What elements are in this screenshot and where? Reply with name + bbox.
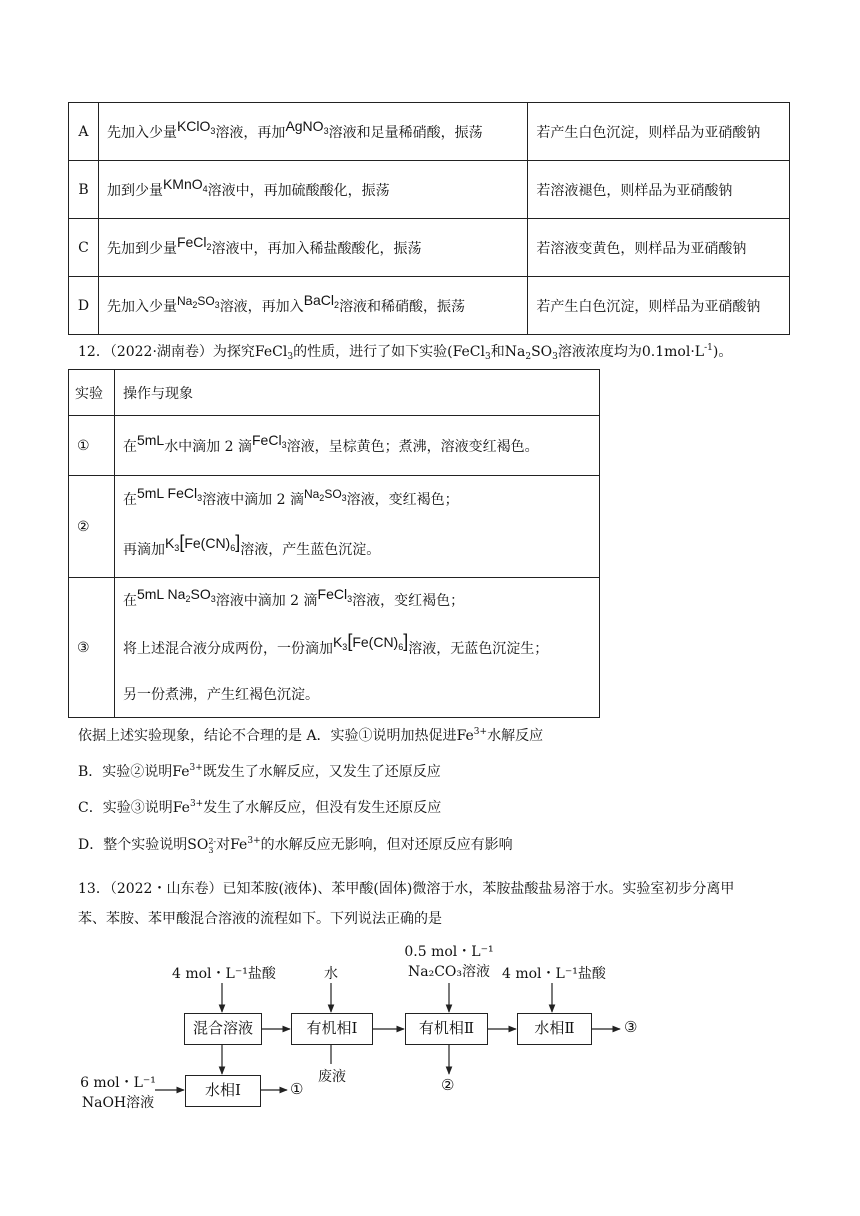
- waste-liquid-label: 废液: [318, 1069, 346, 1085]
- reagent-hcl-1: 4 mol・L⁻¹盐酸: [172, 966, 276, 982]
- reagent-naoh-conc: 6 mol・L⁻¹: [80, 1075, 156, 1091]
- q12-option-d: D．整个实验说明SO 2- 3 对$Fe^{3+}$的水解反应无影响，但对还原反应有影响: [78, 836, 513, 855]
- reagent-na2co3-name: Na₂CO₃溶液: [407, 964, 490, 980]
- q12-stem: 12．（2022·湖南卷）为探究FeCl$_3$的性质，进行了如下实验(FeCl$_3$和$Na_2SO_3$溶液浓度均为$0.1mol\cdot L^{-1}$)。: [78, 343, 733, 362]
- exp-id: ②: [69, 476, 115, 578]
- row-result: 若溶液变黄色，则样品为亚硝酸钠: [528, 219, 790, 277]
- exp-content: 在5mL水中滴加 2 滴FeCl$_3$溶液，呈棕黄色；煮沸，溶液变红褐色。: [114, 416, 599, 476]
- output-1: ①: [290, 1080, 304, 1098]
- q13-stem-line1: 13．（2022・山东卷）已知苯胺(液体)、苯甲酸(固体)微溶于水，苯胺盐酸盐易溶于水。实验室初步分离甲: [78, 881, 735, 897]
- reagent-hcl-2: 4 mol・L⁻¹盐酸: [502, 966, 606, 982]
- row-operation: 先加到少量FeCl$_2$溶液中，再加入稀盐酸酸化，振荡: [98, 219, 527, 277]
- q12-option-b: B．实验②说明$Fe^{3+}$既发生了水解反应，又发生了还原反应: [78, 763, 441, 780]
- box-organic-phase-1: 有机相Ⅰ: [291, 1013, 373, 1045]
- header-operation: 操作与现象: [114, 370, 599, 416]
- q12-option-c: C．实验③说明$Fe^{3+}$发生了水解反应，但没有发生还原反应: [78, 799, 442, 816]
- exp-id: ③: [69, 578, 115, 718]
- reagent-naoh-name: NaOH溶液: [81, 1095, 155, 1111]
- box-mixed-solution: 混合溶液: [184, 1013, 262, 1045]
- row-label: C: [69, 219, 99, 277]
- reagent-na2co3-conc: 0.5 mol・L⁻¹: [404, 944, 494, 960]
- row-label: A: [69, 103, 99, 161]
- row-operation: 先加入少量KClO$_3$溶液，再加AgNO$_3$溶液和足量稀硝酸，振荡: [98, 103, 527, 161]
- row-result: 若产生白色沉淀，则样品为亚硝酸钠: [528, 103, 790, 161]
- row-result: 若溶液褪色，则样品为亚硝酸钠: [528, 161, 790, 219]
- exp-content: 在5mL FeCl$_3$溶液中滴加 2 滴$Na_2SO_3$溶液，变红褐色； 再滴加$K_3[Fe(CN)_6]$溶液，产生蓝色沉淀。: [114, 476, 599, 578]
- box-aqueous-phase-1: 水相Ⅰ: [185, 1075, 261, 1107]
- box-organic-phase-2: 有机相Ⅱ: [405, 1013, 488, 1045]
- box-aqueous-phase-2: 水相Ⅱ: [517, 1013, 592, 1045]
- exp-id: ①: [69, 416, 115, 476]
- row-operation: 加到少量KMnO$_4$溶液中，再加硫酸酸化，振荡: [98, 161, 527, 219]
- q12-option-a: 依据上述实验现象，结论不合理的是 A．实验①说明加热促进$Fe^{3+}$水解反应: [78, 727, 544, 744]
- reagent-water: 水: [324, 966, 338, 982]
- exp-content: 在5mL $Na_2SO_3$溶液中滴加 2 滴FeCl$_3$溶液，变红褐色； 将上述混合液分成两份，一份滴加$K_3[Fe(CN)_6]$溶液，无蓝色沉淀生； 另一份煮沸，产生红褐色沉淀。: [114, 578, 599, 718]
- row-result: 若产生白色沉淀，则样品为亚硝酸钠: [528, 277, 790, 335]
- header-experiment: 实验: [69, 370, 115, 416]
- row-operation: 先加入少量$Na_2SO_3$溶液，再加入BaCl$_2$溶液和稀硝酸，振荡: [98, 277, 527, 335]
- output-3: ③: [624, 1018, 638, 1036]
- row-label: D: [69, 277, 99, 335]
- row-label: B: [69, 161, 99, 219]
- output-2: ②: [441, 1076, 455, 1094]
- q13-stem-line2: 苯、苯胺、苯甲酸混合溶液的流程如下。下列说法正确的是: [78, 911, 442, 927]
